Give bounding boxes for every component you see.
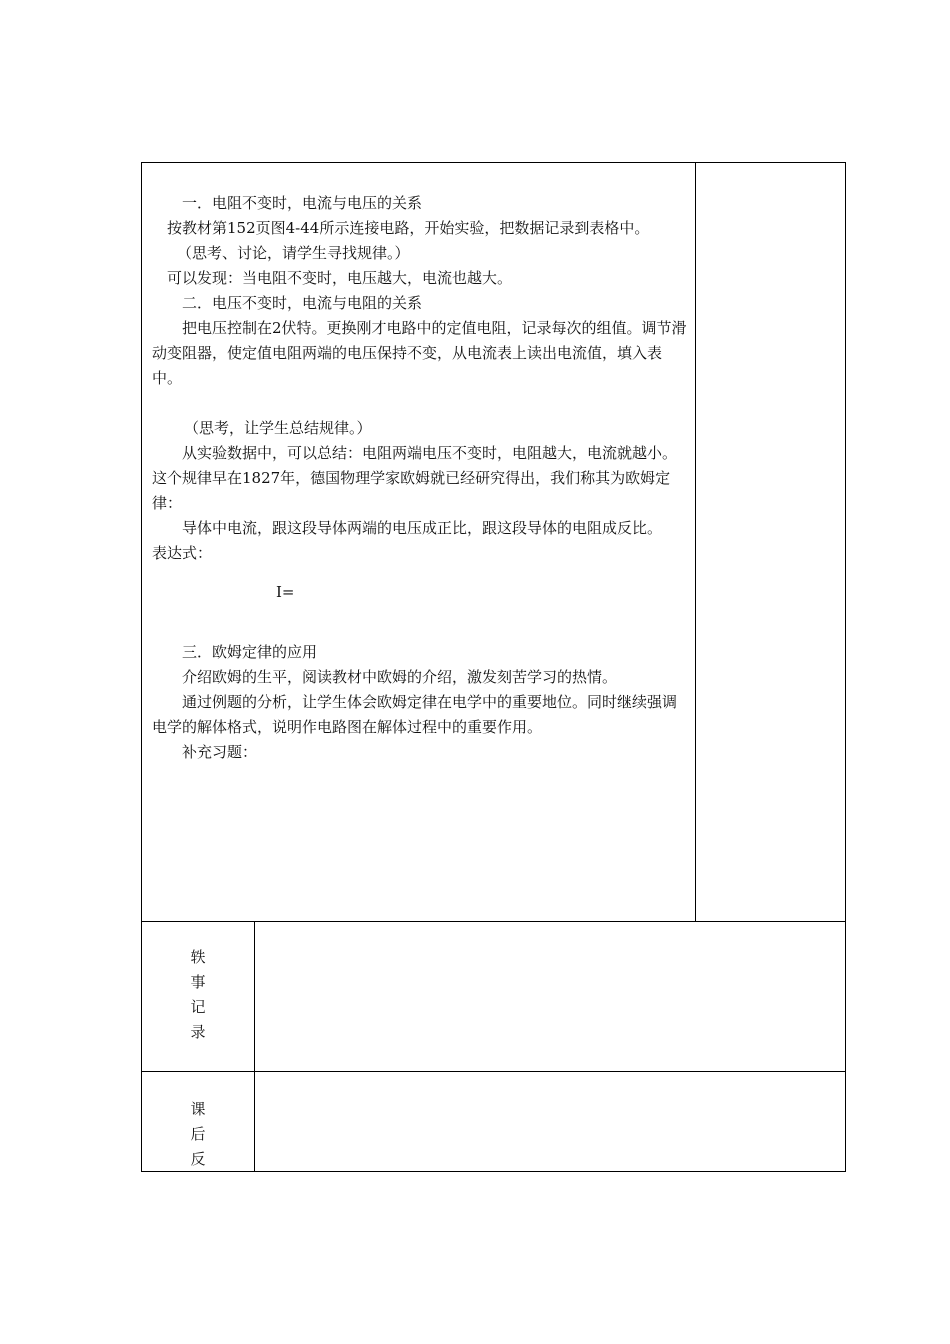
label-char: 记 (190, 998, 206, 1016)
label-char: 后 (190, 1125, 206, 1143)
column-divider-label (254, 921, 255, 1171)
row-divider-2 (142, 1071, 845, 1072)
label-char: 轶 (190, 948, 206, 966)
label-char: 反 (190, 1150, 206, 1168)
paragraph: 介绍欧姆的生平，阅读教材中欧姆的介绍，激发刻苦学习的热情。 (182, 668, 618, 686)
paragraph: 把电压控制在2伏特。更换刚才电路中的定值电阻，记录每次的组值。调节滑动变阻器，使定值电阻两端的电压保持不变，从电流表上读出电流值，填入表中。 (152, 319, 687, 387)
label-char: 录 (190, 1023, 206, 1041)
section-3-heading: 三．欧姆定律的应用 (182, 643, 318, 661)
paragraph: 按教材第152页图4-44所示连接电路，开始实验，把数据记录到表格中。 (167, 219, 650, 237)
row-divider-1 (142, 921, 845, 922)
lesson-plan-table (141, 162, 846, 1172)
anecdote-record-label (142, 945, 254, 1045)
teaching-content (152, 191, 687, 765)
ohms-law-formula: I= (276, 583, 295, 601)
paragraph: （思考，让学生总结规律。） (184, 419, 372, 437)
spacer (152, 391, 687, 416)
paragraph: 从实验数据中，可以总结：电阻两端电压不变时，电阻越大，电流就越小。这个规律早在1827年，德国物理学家欧姆就已经研究得出，我们称其为欧姆定律： (152, 444, 678, 512)
label-char: 事 (190, 973, 206, 991)
section-2-heading: 二．电压不变时，电流与电阻的关系 (182, 294, 423, 312)
paragraph: （思考、讨论，请学生寻找规律。） (177, 244, 410, 262)
column-divider-notes (695, 163, 696, 921)
paragraph: 可以发现：当电阻不变时，电压越大，电流也越大。 (167, 269, 513, 287)
section-1-heading: 一．电阻不变时，电流与电压的关系 (182, 194, 423, 212)
ohms-law-statement: 导体中电流，跟这段导体两端的电压成正比，跟这段导体的电阻成反比。 (182, 519, 663, 537)
reflection-label (142, 1097, 254, 1172)
supplementary-exercises-label: 补充习题： (182, 743, 258, 761)
expression-label: 表达式： (152, 544, 213, 562)
paragraph: 通过例题的分析，让学生体会欧姆定律在电学中的重要地位。同时继续强调电学的解体格式，说明作电路图在解体过程中的重要作用。 (152, 693, 678, 736)
label-char: 课 (190, 1100, 206, 1118)
